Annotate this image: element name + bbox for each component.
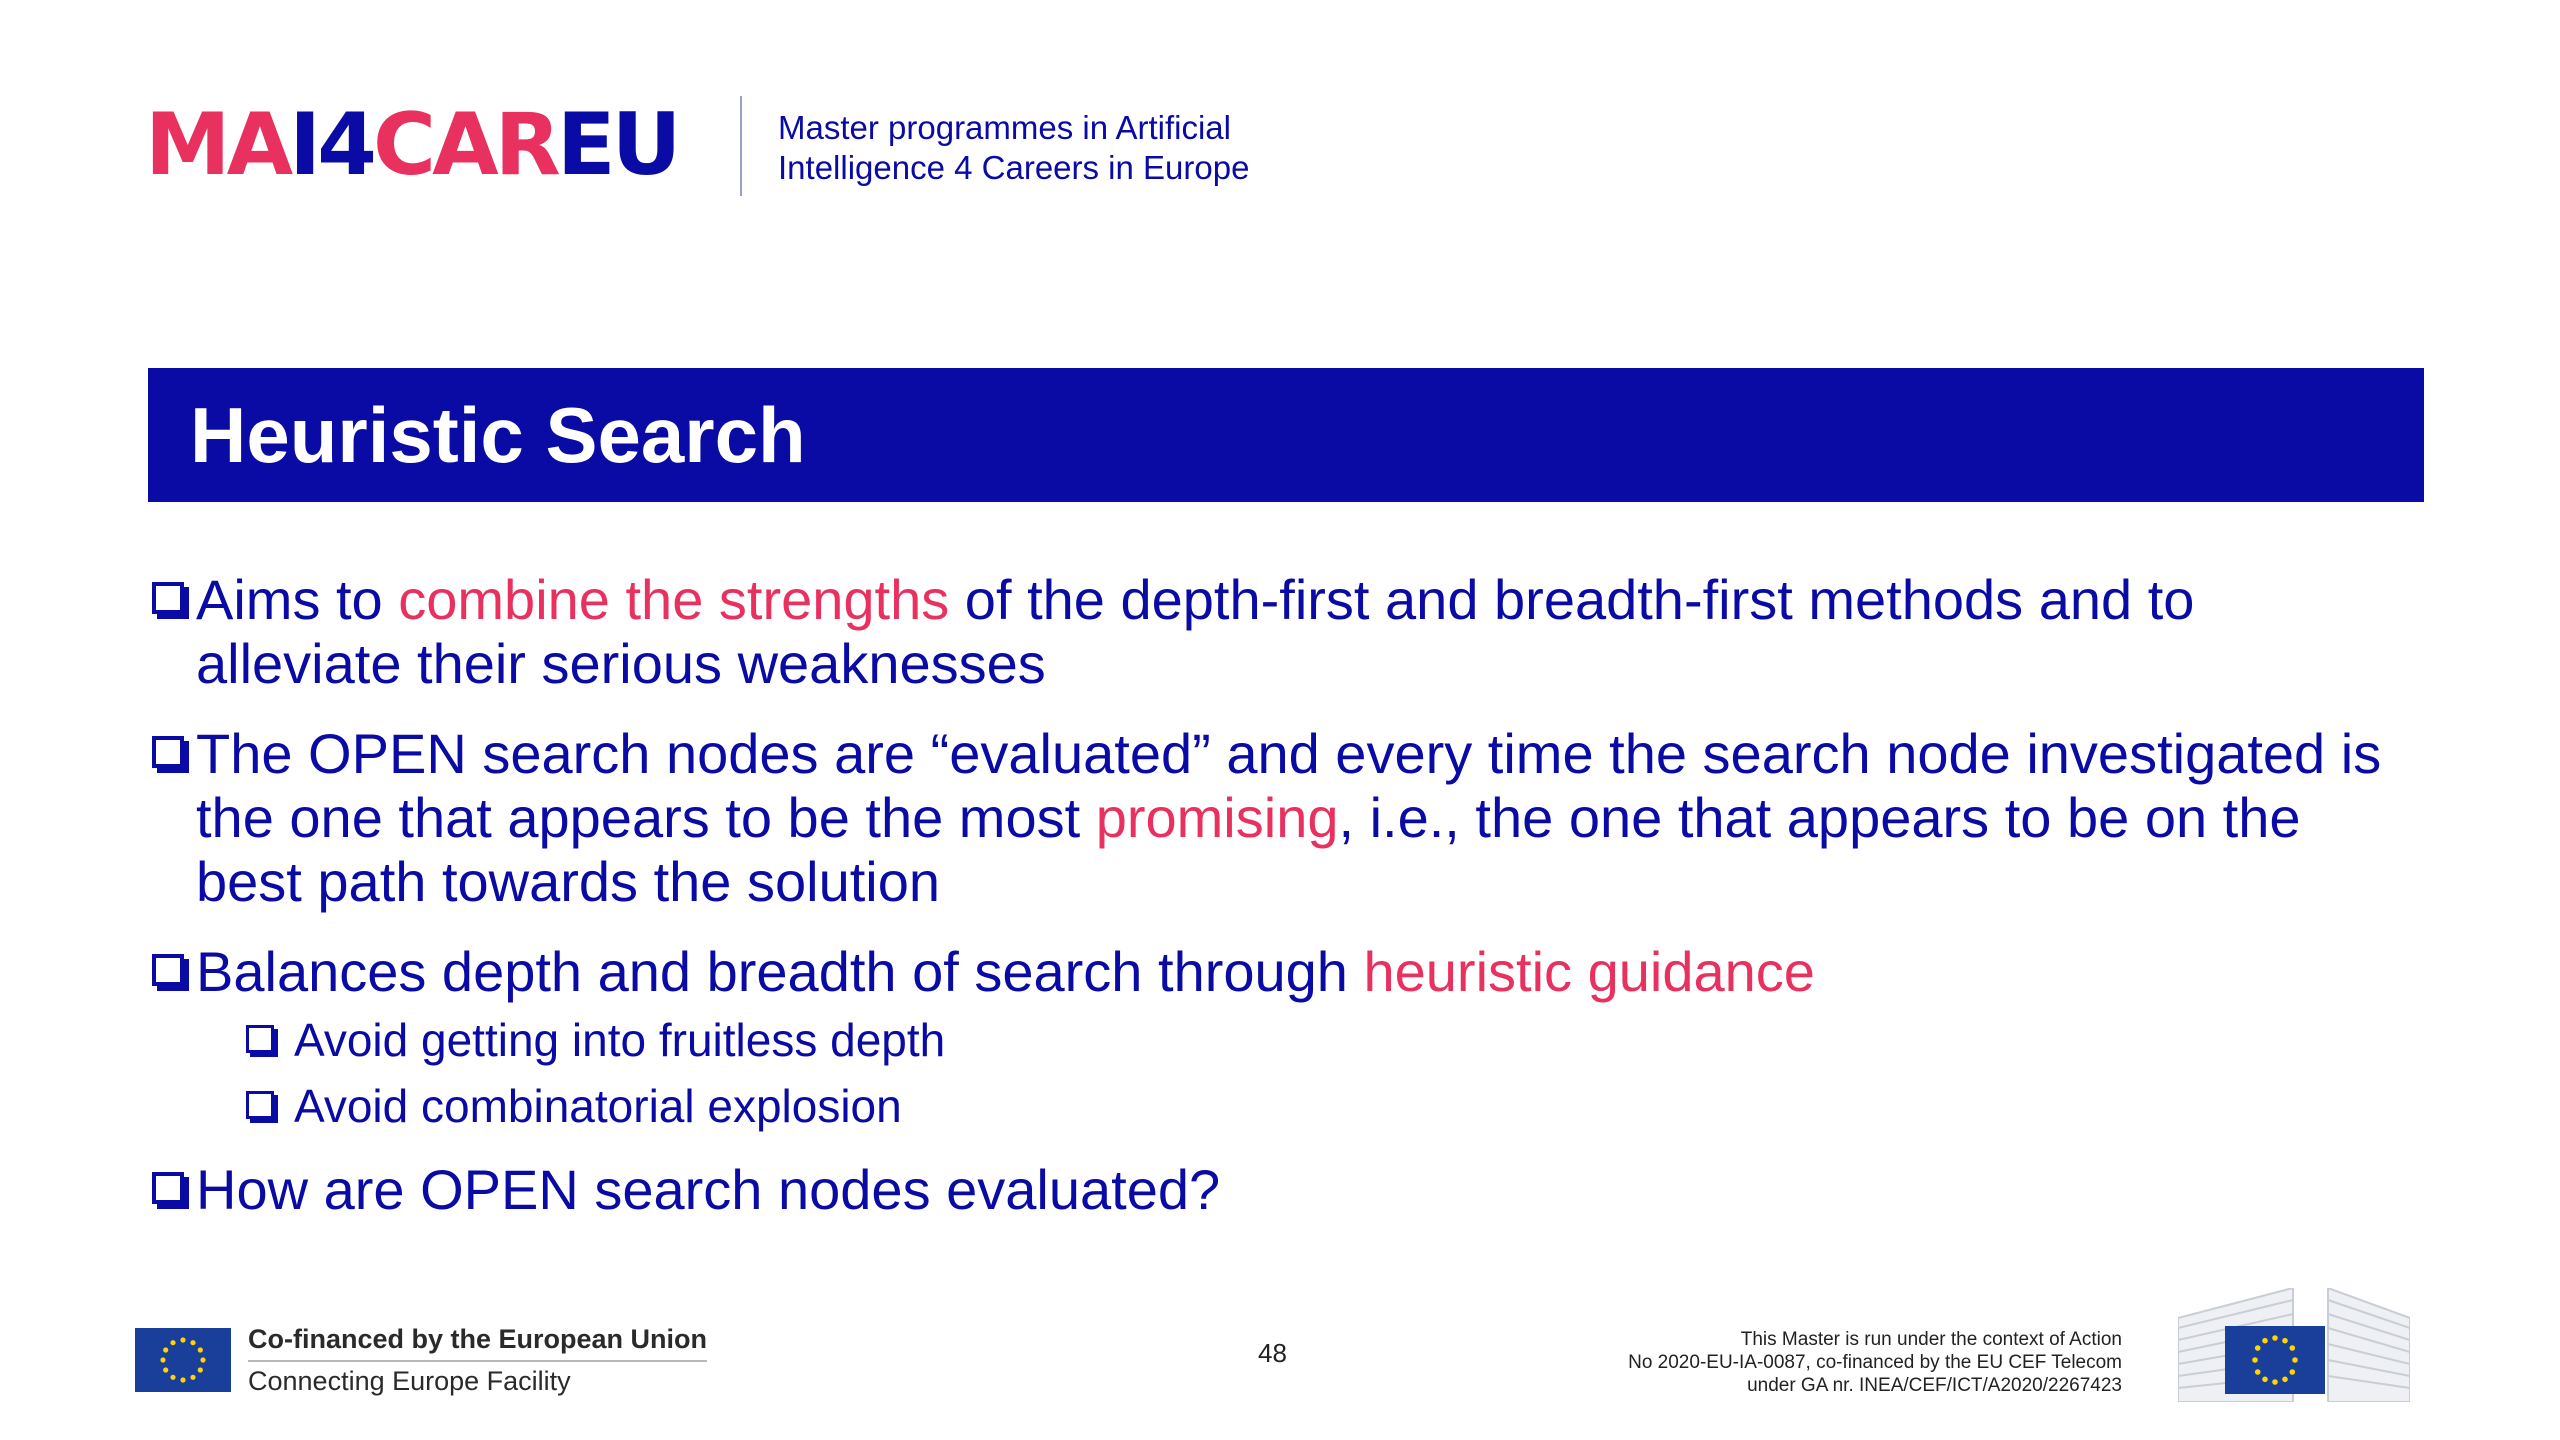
checkbox-bullet-icon — [152, 954, 184, 986]
logo-text-i4: I4 — [289, 95, 373, 195]
mai4careu-logo — [145, 95, 678, 195]
action-note — [1562, 1328, 2122, 1397]
action-note-line-3: under GA nr. INEA/CEF/ICT/A2020/2267423 — [1747, 1375, 2122, 1396]
logo-text-car: CAR — [372, 95, 557, 195]
european-commission-logo-icon — [2178, 1288, 2410, 1402]
sub-bullet-item — [148, 1078, 2408, 1134]
checkbox-bullet-icon — [246, 1025, 274, 1053]
logo-text-ma: MA — [145, 95, 290, 195]
bullet-text: How are OPEN search nodes evaluated? — [196, 1158, 1221, 1221]
bullet-text: Aims to — [196, 568, 399, 631]
sub-bullet-text: Avoid getting into fruitless depth — [294, 1014, 946, 1066]
tagline-line-2: Intelligence 4 Careers in Europe — [778, 149, 1250, 186]
bullet-item — [148, 722, 2408, 914]
checkbox-bullet-icon — [152, 736, 184, 768]
eu-stars-icon — [135, 1328, 231, 1392]
slide-title: Heuristic Search — [190, 391, 806, 479]
action-note-line-1: This Master is run under the context of Action — [1740, 1329, 2122, 1350]
bullet-item — [148, 1158, 2408, 1222]
bullet-highlight: heuristic guidance — [1363, 940, 1815, 1003]
header-divider — [740, 96, 742, 196]
bullet-highlight: combine the strengths — [398, 568, 950, 631]
bullet-item — [148, 568, 2408, 696]
bullet-highlight: promising — [1095, 786, 1339, 849]
bullet-item — [148, 940, 2408, 1004]
sub-bullet-text: Avoid combinatorial explosion — [294, 1080, 902, 1132]
header-tagline — [778, 108, 1249, 188]
slide-content — [148, 568, 2408, 1248]
bullet-text: of the depth-first and breadth-first methods and to alleviate their serious weaknesses — [196, 568, 2195, 695]
facility-label: Connecting Europe Facility — [248, 1366, 571, 1396]
cofinanced-text — [248, 1320, 707, 1400]
tagline-line-1: Master programmes in Artificial — [778, 109, 1231, 146]
checkbox-bullet-icon — [152, 1172, 184, 1204]
sub-bullet-item — [148, 1012, 2408, 1068]
bullet-text: Balances depth and breadth of search through — [196, 940, 1364, 1003]
checkbox-bullet-icon — [246, 1091, 274, 1119]
bullet-text: The OPEN search nodes are “evaluated” and every time the search node investigated is the one that appears to be the most — [196, 722, 2382, 849]
bullet-text: , i.e., the one that appears to be on the best path towards the solution — [196, 786, 2301, 913]
slide-title-bar — [148, 368, 2424, 502]
logo-text-eu: EU — [556, 95, 678, 195]
checkbox-bullet-icon — [152, 582, 184, 614]
page-number: 48 — [1258, 1338, 1287, 1368]
eu-flag-icon — [135, 1328, 231, 1392]
action-note-line-2: No 2020-EU-IA-0087, co-financed by the EU CEF Telecom — [1628, 1352, 2122, 1373]
cofinanced-label: Co-financed by the European Union — [248, 1320, 707, 1362]
